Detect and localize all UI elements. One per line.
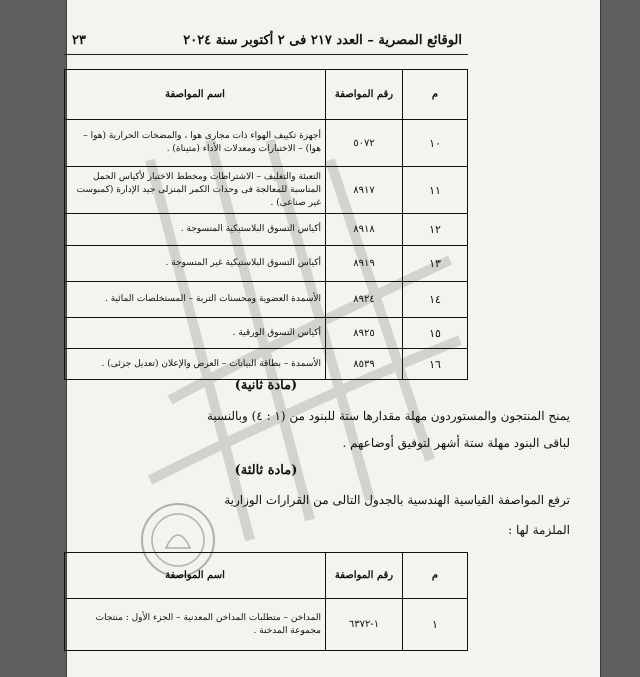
spec-name: الأسمدة العضوية ومحسنات التربة – المستخلصات المائية . [65, 282, 326, 318]
column-header-m: م [403, 553, 468, 599]
row-number: ١٦ [403, 349, 468, 380]
spec-name: أكياس التسوق البلاستيكية غير المنسوجة . [65, 246, 326, 282]
row-number: ١ [403, 599, 468, 651]
spec-code: ٨٩١٨ [326, 214, 403, 246]
table-row [65, 214, 468, 246]
spec-code: ٨٩٢٤ [326, 282, 403, 318]
spec-code: ١-٦٣٧٢ [326, 599, 403, 651]
spec-code: ٨٩٢٥ [326, 318, 403, 349]
spec-name: أجهزة تكييف الهواء ذات مجارى هوا ، والمضخات الحرارية (هوا – هوا) – الاختبارات ومعدلات الأداء (متيناة) . [65, 120, 326, 167]
page-number: ٢٣ [72, 32, 86, 48]
spec-name: المداخن – متطلبات المداخن المعدنية – الجزء الأول : منتجات مجموعة المدخنة . [65, 599, 326, 651]
column-header-name: اسم المواصفة [65, 553, 326, 599]
article-2-line-2: لباقى البنود مهلة ستة أشهر لتوفيق أوضاعهم . [342, 436, 570, 450]
row-number: ١٣ [403, 246, 468, 282]
article-3-line-1: ترفع المواصفة القياسية الهندسية بالجدول التالى من القرارات الوزارية [224, 493, 570, 507]
row-number: ١٤ [403, 282, 468, 318]
spec-code: ٨٩١٩ [326, 246, 403, 282]
table-row [65, 120, 468, 167]
page-right-edge [600, 0, 601, 677]
row-number: ١٥ [403, 318, 468, 349]
journal-title: الوقائع المصرية – العدد ٢١٧ فى ٢ أكتوبر سنة ٢٠٢٤ [183, 32, 462, 48]
row-number: ١١ [403, 167, 468, 214]
header-rule [64, 54, 468, 55]
specifications-table-1 [64, 69, 468, 380]
article-3-line-2: الملزمة لها : [508, 523, 570, 537]
spec-name: التعبئة والتغليف – الاشتراطات ومخطط الاختبار لأكياس الحمل المناسبة للمعالجة فى وحدات الكمر المنزلى جيد الإدارة (كمبوست غير صناعى) . [65, 167, 326, 214]
table-row [65, 318, 468, 349]
column-header-m: م [403, 70, 468, 120]
table-row [65, 599, 468, 651]
table-row [65, 167, 468, 214]
table-row [65, 246, 468, 282]
article-3-title: (مادة ثالثة) [234, 463, 298, 478]
spec-code: ٨٥٣٩ [326, 349, 403, 380]
page-header [72, 28, 462, 52]
spec-name: أكياس التسوق الورقية . [65, 318, 326, 349]
spec-code: ٨٩١٧ [326, 167, 403, 214]
column-header-code: رقم المواصفة [326, 70, 403, 120]
column-header-name: اسم المواصفة [65, 70, 326, 120]
column-header-code: رقم المواصفة [326, 553, 403, 599]
row-number: ١٢ [403, 214, 468, 246]
row-number: ١٠ [403, 120, 468, 167]
specifications-table-2 [64, 552, 468, 651]
spec-code: ٥٠٧٢ [326, 120, 403, 167]
article-2-title: (مادة ثانية) [234, 378, 298, 393]
table-row [65, 349, 468, 380]
table-row [65, 282, 468, 318]
article-2-line-1: يمنح المنتجون والمستوردون مهلة مقدارها ستة للبنود من (١ : ٤) وبالنسبة [206, 409, 570, 423]
spec-name: الأسمدة – بطاقة البيانات – العرض والإعلان (تعديل جزئى) . [65, 349, 326, 380]
spec-name: أكياس التسوق البلاستيكية المنسوجة . [65, 214, 326, 246]
